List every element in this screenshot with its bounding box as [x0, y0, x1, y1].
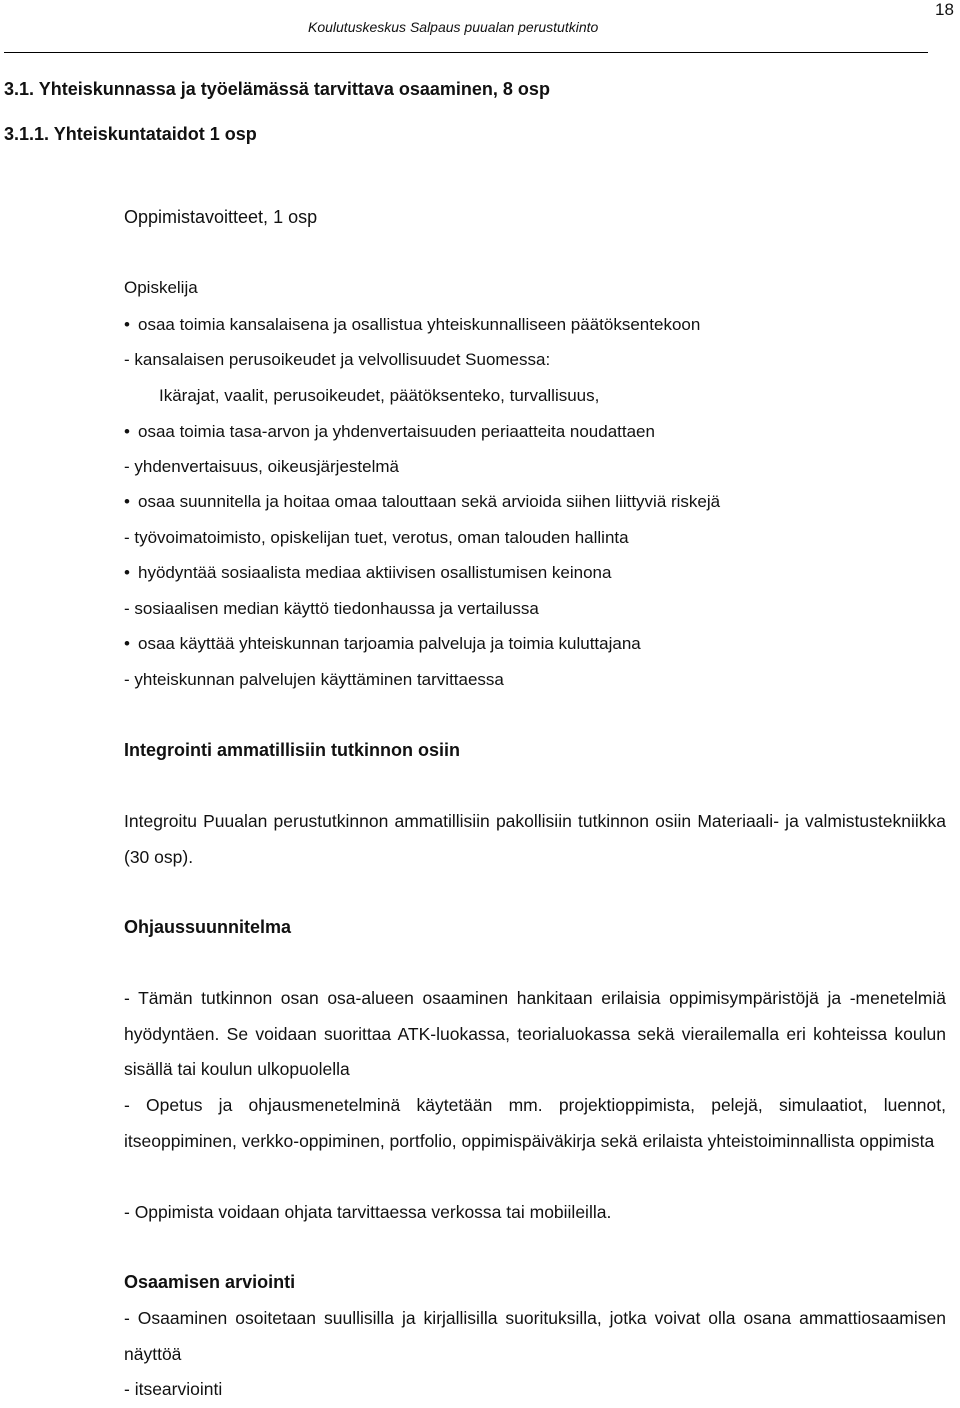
assessment-paragraph: - Osaaminen osoitetaan suullisilla ja kirjallisilla suorituksilla, jotka voivat olla osana ammattiosaamisen näyttöä: [124, 1308, 946, 1364]
guidance-paragraph: - Opetus ja ohjausmenetelminä käytetään mm. projektioppimista, pelejä, simulaatiot, luennot, itseoppiminen, verkko-oppiminen, portfolio, oppimispäiväkirja sekä erilaista yhteistoiminnallista oppimista: [124, 1095, 946, 1151]
assessment-title: Osaamisen arviointi: [124, 1272, 296, 1292]
header-divider: [4, 52, 928, 53]
header-title: Koulutuskeskus Salpaus puualan perustutkinto: [308, 19, 599, 35]
objectives-intro: Opiskelija: [124, 278, 198, 297]
objective-bullet-text: hyödyntää sosiaalista mediaa aktiivisen osallistumisen keinona: [138, 563, 612, 582]
objectives-title: Oppimistavoitteet, 1 osp: [124, 207, 318, 227]
objective-detail: - yhteiskunnan palvelujen käyttäminen tarvittaessa: [124, 670, 504, 689]
objective-bullet-item: [124, 563, 611, 583]
objective-bullet-item: [124, 315, 700, 335]
objective-bullet-text: osaa toimia tasa-arvon ja yhdenvertaisuuden periaatteita noudattaen: [138, 422, 655, 441]
section-heading: 3.1. Yhteiskunnassa ja työelämässä tarvittava osaaminen, 8 osp: [4, 79, 550, 99]
objective-detail: - sosiaalisen median käyttö tiedonhaussa ja vertailussa: [124, 599, 539, 618]
integration-title: Integrointi ammatillisiin tutkinnon osiin: [124, 740, 461, 760]
objective-bullet-text: osaa käyttää yhteiskunnan tarjoamia palveluja ja toimia kuluttajana: [138, 634, 641, 653]
objective-detail: - työvoimatoimisto, opiskelijan tuet, verotus, oman talouden hallinta: [124, 528, 629, 547]
guidance-paragraph: - Oppimista voidaan ohjata tarvittaessa verkossa tai mobiileilla.: [124, 1202, 612, 1222]
page-number: 18: [935, 0, 954, 19]
objective-bullet-text: osaa toimia kansalaisena ja osallistua yhteiskunnalliseen päätöksentekoon: [138, 315, 701, 334]
guidance-title: Ohjaussuunnitelma: [124, 917, 292, 937]
subsection-heading: 3.1.1. Yhteiskuntataidot 1 osp: [4, 124, 257, 144]
objective-detail-indented: Ikärajat, vaalit, perusoikeudet, päätöksenteko, turvallisuus,: [159, 386, 600, 405]
objective-detail: - kansalaisen perusoikeudet ja velvollisuudet Suomessa:: [124, 350, 551, 369]
guidance-paragraph: - Tämän tutkinnon osan osa-alueen osaaminen hankitaan erilaisia oppimisympäristöjä ja -menetelmiä hyödyntäen. Se voidaan suorittaa ATK-luokassa, teorialuokassa sekä vierailemalla eri kohteissa koulun sisällä tai koulun ulkopuolella: [124, 988, 946, 1079]
objective-bullet-item: [124, 634, 641, 654]
assessment-paragraph: - itsearviointi: [124, 1379, 223, 1399]
objective-detail: - yhdenvertaisuus, oikeusjärjestelmä: [124, 457, 399, 476]
objective-bullet-item: [124, 422, 655, 442]
objective-bullet-text: osaa suunnitella ja hoitaa omaa talouttaan sekä arvioida siihen liittyviä riskejä: [138, 492, 721, 511]
objective-bullet-item: [124, 492, 720, 512]
integration-text: Integroitu Puualan perustutkinnon ammatillisiin pakollisiin tutkinnon osiin Materiaali- ja valmistustekniikka (30 osp).: [124, 811, 946, 867]
